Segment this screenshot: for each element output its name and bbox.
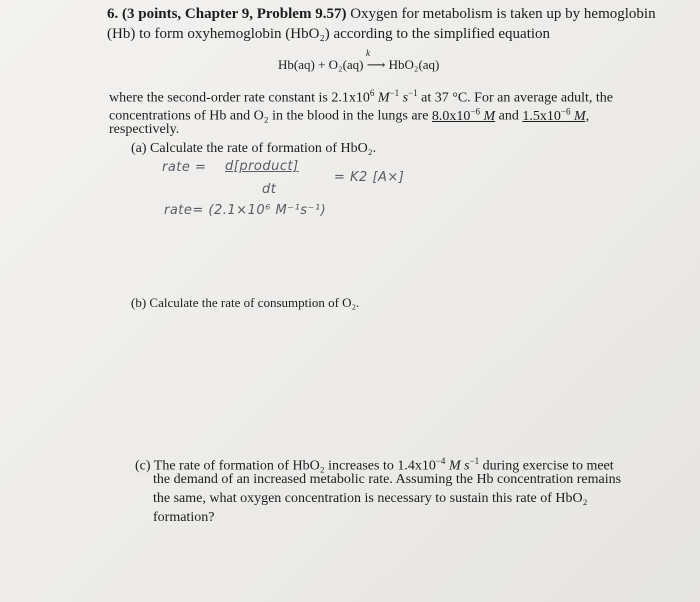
problem-heading — [107, 5, 656, 24]
hb-value: 8.0x10 — [431, 108, 471, 124]
equation-k-label: k — [366, 48, 370, 58]
exp: −1 — [389, 88, 400, 98]
equation-text: Hb(aq) + O₂(aq) ⟶ HbO₂(aq) — [278, 57, 440, 72]
reaction-equation — [278, 48, 440, 73]
unit-s: s — [399, 90, 409, 106]
handwritten-rate-calc: rate= (2.1×10⁶ M⁻¹s⁻¹) — [164, 203, 327, 218]
unit-m: M, — [570, 108, 590, 124]
handwritten-rate-label: rate = — [162, 160, 207, 175]
exp: −6 — [470, 106, 480, 116]
unit-m: M — [480, 108, 496, 124]
exp: −4 — [435, 456, 446, 466]
part-c-line-2: the demand of an increased metabolic rate. Assuming the Hb concentration remains — [153, 472, 622, 487]
problem-heading-line2: (Hb) to form oxyhemoglobin (HbO₂) according to the simplified equation — [107, 26, 551, 42]
exp: −6 — [560, 106, 571, 116]
part-c-rate: (c) The rate of formation of HbO₂ increases to 1.4x10 — [135, 458, 436, 474]
intro-temp: at 37 °C. For an average adult, the — [417, 90, 613, 106]
exp: −1 — [469, 456, 480, 466]
intro-line-2 — [109, 102, 589, 126]
part-c-line-4: formation? — [153, 510, 215, 525]
unit-m: M — [374, 90, 390, 106]
part-a-question: (a) Calculate the rate of formation of HbO₂. — [131, 141, 377, 156]
intro-rate-constant: where the second-order rate constant is 2.1x10 — [109, 90, 370, 106]
unit-ms: M s — [445, 458, 470, 474]
intro-line-3: respectively. — [109, 122, 180, 137]
intro-concentrations: concentrations of Hb and O₂ in the blood in the lungs are — [109, 108, 432, 124]
problem-heading-bold: 6. (3 points, Chapter 9, Problem 9.57) — [107, 6, 347, 22]
o2-value: 1.5x10 — [522, 108, 561, 124]
hb-concentration — [431, 106, 496, 124]
handwritten-fraction-top: d[product] — [225, 159, 299, 174]
and-text: and — [495, 108, 523, 124]
handwritten-fraction-bottom: dt — [262, 182, 277, 197]
part-c-line-3: the same, what oxygen concentration is necessary to sustain this rate of HbO₂ — [153, 491, 588, 506]
handwritten-rate-law: = K2 [A×] — [334, 170, 405, 185]
exp: −1 — [408, 88, 418, 98]
exp: 6 — [369, 88, 375, 98]
o2-concentration — [522, 106, 590, 124]
part-c-rest: during exercise to meet — [479, 458, 614, 474]
part-b-question: (b) Calculate the rate of consumption of O₂. — [131, 295, 360, 310]
problem-heading-rest: Oxygen for metabolism is taken up by hemoglobin — [346, 6, 656, 22]
